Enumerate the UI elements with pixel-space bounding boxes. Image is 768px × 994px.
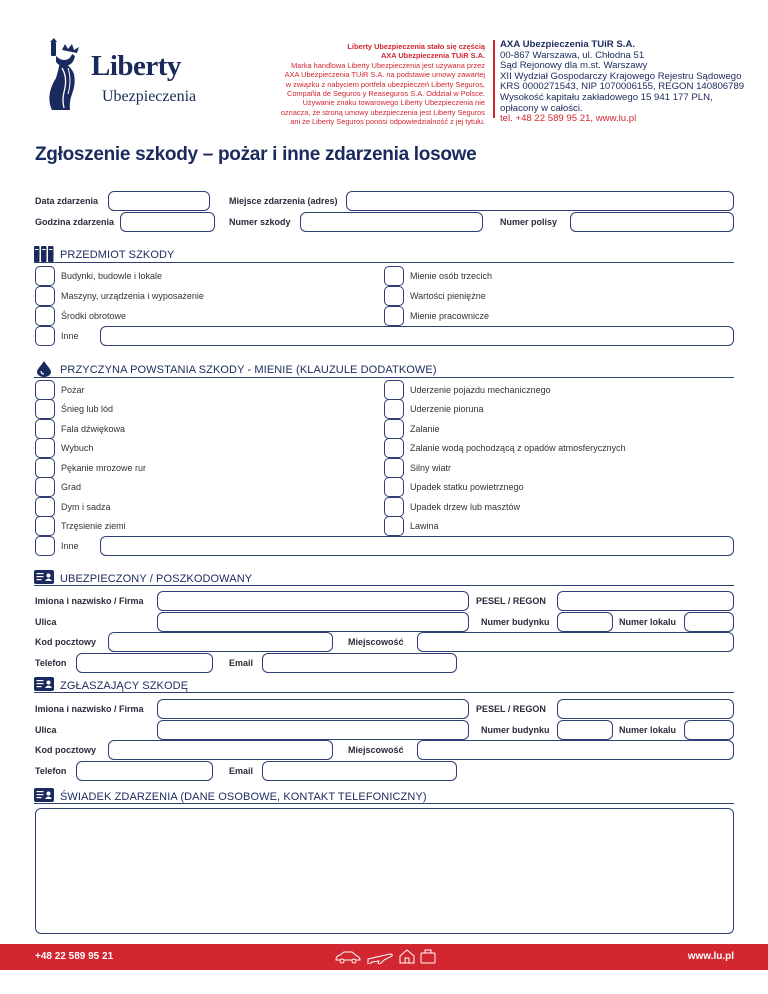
witness-textarea[interactable] <box>35 808 734 934</box>
insured-divider <box>34 585 734 586</box>
logo-name: Liberty <box>91 50 181 82</box>
notice-line-2: AXA Ubezpieczenia TUiR S.A. <box>380 51 485 61</box>
cause-checkbox-13[interactable] <box>384 458 404 478</box>
insured-building-input[interactable] <box>557 612 613 632</box>
statue-of-liberty-icon <box>36 38 88 110</box>
notice-line-1: Liberty Ubezpieczenia stało się częścią <box>347 42 485 51</box>
reporter-email-input[interactable] <box>262 761 457 781</box>
subject-heading: PRZEDMIOT SZKODY <box>60 249 175 261</box>
cause-divider <box>34 377 734 378</box>
company-line-1: AXA Ubezpieczenia TUiR S.A. <box>500 39 636 50</box>
cause-option-11: Zalanie <box>410 424 440 434</box>
company-line-5: KRS 0000271543, NIP 1070006155, REGON 140806789 <box>500 81 745 93</box>
cause-checkbox-8[interactable] <box>35 516 55 536</box>
reporter-street-label: Ulica <box>35 725 57 735</box>
subject-checkbox-5[interactable] <box>384 286 404 306</box>
cause-checkbox-2[interactable] <box>35 399 55 419</box>
reporter-zip-input[interactable] <box>108 740 333 760</box>
insured-email-label: Email <box>229 658 254 668</box>
insured-pesel-label: PESEL / REGON <box>476 596 546 606</box>
house-icon <box>398 948 416 964</box>
notice-line-3: Marka handlowa Liberty Ubezpieczenia jest używana przez <box>291 60 485 70</box>
insured-pesel-input[interactable] <box>557 591 734 611</box>
company-line-4: XII Wydział Gospodarczy Krajowego Rejestru Sądowego <box>500 70 742 82</box>
subject-divider <box>34 262 734 263</box>
reporter-street-input[interactable] <box>157 720 469 740</box>
claim-number-input[interactable] <box>300 212 483 232</box>
notice-line-5: w związku z nabyciem portfela ubezpieczeń Liberty Seguros, <box>285 79 485 89</box>
company-line-2: 00-867 Warszawa, ul. Chłodna 51 <box>500 49 645 61</box>
insured-email-input[interactable] <box>262 653 457 673</box>
cause-option-7: Dym i sadza <box>61 502 111 512</box>
insured-unit-input[interactable] <box>684 612 734 632</box>
cause-option-3: Fala dźwiękowa <box>61 424 126 434</box>
company-line-6: Wysokość kapitału zakładowego 15 941 177 PLN, <box>500 91 713 103</box>
subject-checkbox-4[interactable] <box>384 266 404 286</box>
insured-city-input[interactable] <box>417 632 734 652</box>
insured-street-label: Ulica <box>35 617 57 627</box>
cause-checkbox-14[interactable] <box>384 477 404 497</box>
insured-zip-input[interactable] <box>108 632 333 652</box>
insured-name-label: Imiona i nazwisko / Firma <box>35 596 144 606</box>
cause-option-2: Śnieg lub lód <box>61 404 114 414</box>
reporter-phone-label: Telefon <box>35 766 67 776</box>
notice-line-4: AXA Ubezpieczenia TUiR S.A. na podstawie umowy zawartej <box>284 70 485 80</box>
subject-option-4: Mienie osób trzecich <box>410 271 493 281</box>
insured-building-label: Numer budynku <box>481 617 550 627</box>
claim-number-label: Numer szkody <box>229 217 291 227</box>
brand-notice <box>245 42 485 127</box>
logo-sub: Ubezpieczenia <box>102 88 197 105</box>
insured-phone-label: Telefon <box>35 658 67 668</box>
subject-option-5: Wartości pieniężne <box>410 291 486 301</box>
policy-number-input[interactable] <box>570 212 734 232</box>
subject-other-input[interactable] <box>100 326 734 346</box>
reporter-city-label: Miejscowość <box>348 745 404 755</box>
notice-line-8: oznacza, że stroną umowy ubezpieczenia jest Liberty Seguros <box>280 107 485 117</box>
event-date-input[interactable] <box>108 191 210 211</box>
event-time-label: Godzina zdarzenia <box>35 217 115 227</box>
subject-option-6: Mienie pracownicze <box>410 311 490 321</box>
policy-number-label: Numer polisy <box>500 217 558 227</box>
cause-checkbox-10[interactable] <box>384 399 404 419</box>
witness-divider <box>34 803 734 804</box>
cause-option-8: Trzęsienie ziemi <box>61 521 126 531</box>
company-line-8: tel. +48 22 589 95 21, www.lu.pl <box>500 113 637 125</box>
id-card-icon <box>34 787 54 803</box>
reporter-email-label: Email <box>229 766 254 776</box>
insured-zip-label: Kod pocztowy <box>35 637 96 647</box>
subject-checkbox-1[interactable] <box>35 266 55 286</box>
footer-bar <box>0 944 768 970</box>
cause-option-10: Uderzenie pioruna <box>410 404 484 414</box>
subject-checkbox-3[interactable] <box>35 306 55 326</box>
reporter-pesel-input[interactable] <box>557 699 734 719</box>
reporter-divider <box>34 692 734 693</box>
cause-option-6: Grad <box>61 482 82 492</box>
cause-checkbox-5[interactable] <box>35 458 55 478</box>
reporter-unit-input[interactable] <box>684 720 734 740</box>
liberty-logo <box>36 38 206 110</box>
documents-icon <box>34 246 54 262</box>
footer-website[interactable]: www.lu.pl <box>687 951 734 962</box>
insured-unit-label: Numer lokalu <box>619 617 677 627</box>
page-title: Zgłoszenie szkody – pożar i inne zdarzenia losowe <box>35 144 477 165</box>
reporter-city-input[interactable] <box>417 740 734 760</box>
reporter-building-label: Numer budynku <box>481 725 550 735</box>
reporter-unit-label: Numer lokalu <box>619 725 677 735</box>
cause-checkbox-7[interactable] <box>35 497 55 517</box>
cause-option-16: Lawina <box>410 521 439 531</box>
subject-checkbox-2[interactable] <box>35 286 55 306</box>
cause-option-13: Silny wiatr <box>410 463 452 473</box>
subject-option-1: Budynki, budowle i lokale <box>61 271 163 281</box>
cause-option-5: Pękanie mrozowe rur <box>61 463 147 473</box>
event-date-label: Data zdarzenia <box>35 196 99 206</box>
subject-other-checkbox[interactable] <box>35 326 55 346</box>
id-card-icon <box>34 676 54 692</box>
notice-line-9: ani że Liberty Seguros ponosi odpowiedzialność z jej tytułu. <box>290 117 485 127</box>
cause-heading: PRZYCZYNA POWSTANIA SZKODY - MIENIE (KLAUZULE DODATKOWE) <box>60 364 437 376</box>
insured-street-input[interactable] <box>157 612 469 632</box>
cause-checkbox-16[interactable] <box>384 516 404 536</box>
cause-checkbox-11[interactable] <box>384 419 404 439</box>
insured-city-label: Miejscowość <box>348 637 404 647</box>
subject-option-3: Środki obrotowe <box>61 311 127 321</box>
plane-icon <box>366 950 394 964</box>
witness-heading: ŚWIADEK ZDARZENIA (DANE OSOBOWE, KONTAKT TELEFONICZNY) <box>60 791 427 803</box>
subject-option-2: Maszyny, urządzenia i wyposażenie <box>61 291 204 301</box>
reporter-name-label: Imiona i nazwisko / Firma <box>35 704 144 714</box>
event-time-input[interactable] <box>120 212 215 232</box>
subject-other-label: Inne <box>61 331 79 341</box>
cause-option-4: Wybuch <box>61 443 94 453</box>
reporter-heading: ZGŁASZAJĄCY SZKODĘ <box>60 680 189 692</box>
insured-phone-input[interactable] <box>76 653 213 673</box>
event-place-label: Miejsce zdarzenia (adres) <box>229 196 338 206</box>
footer-phone: +48 22 589 95 21 <box>35 951 114 962</box>
reporter-phone-input[interactable] <box>76 761 213 781</box>
reporter-pesel-label: PESEL / REGON <box>476 704 546 714</box>
reporter-building-input[interactable] <box>557 720 613 740</box>
notice-line-7: Używanie znaku towarowego Liberty Ubezpieczenia nie <box>302 98 485 108</box>
company-info <box>500 40 750 125</box>
car-icon <box>334 950 362 964</box>
notice-line-6: Compañia de Seguros y Reaseguros S.A. Oddział w Polsce. <box>286 89 485 99</box>
reporter-zip-label: Kod pocztowy <box>35 745 96 755</box>
insured-name-input[interactable] <box>157 591 469 611</box>
cause-checkbox-4[interactable] <box>35 438 55 458</box>
company-line-3: Sąd Rejonowy dla m.st. Warszawy <box>500 60 648 72</box>
cause-checkbox-9[interactable] <box>384 380 404 400</box>
company-line-7: opłacony w całości. <box>500 102 583 114</box>
cause-checkbox-12[interactable] <box>384 438 404 458</box>
cause-option-14: Upadek statku powietrznego <box>410 482 524 492</box>
cause-other-label: Inne <box>61 541 79 551</box>
subject-checkbox-6[interactable] <box>384 306 404 326</box>
cause-checkbox-1[interactable] <box>35 380 55 400</box>
cause-other-input[interactable] <box>100 536 734 556</box>
event-place-input[interactable] <box>346 191 734 211</box>
cause-other-checkbox[interactable] <box>35 536 55 556</box>
header-divider <box>493 40 495 118</box>
cause-option-9: Uderzenie pojazdu mechanicznego <box>410 385 551 395</box>
cause-checkbox-3[interactable] <box>35 419 55 439</box>
id-card-icon <box>34 569 54 585</box>
reporter-name-input[interactable] <box>157 699 469 719</box>
cause-option-15: Upadek drzew lub masztów <box>410 502 521 512</box>
drop-icon <box>34 361 54 377</box>
cause-checkbox-6[interactable] <box>35 477 55 497</box>
cause-option-12: Zalanie wodą pochodzącą z opadów atmosferycznych <box>410 443 626 453</box>
cause-checkbox-15[interactable] <box>384 497 404 517</box>
briefcase-icon <box>420 948 436 964</box>
cause-option-1: Pożar <box>61 385 85 395</box>
insured-heading: UBEZPIECZONY / POSZKODOWANY <box>60 573 253 585</box>
